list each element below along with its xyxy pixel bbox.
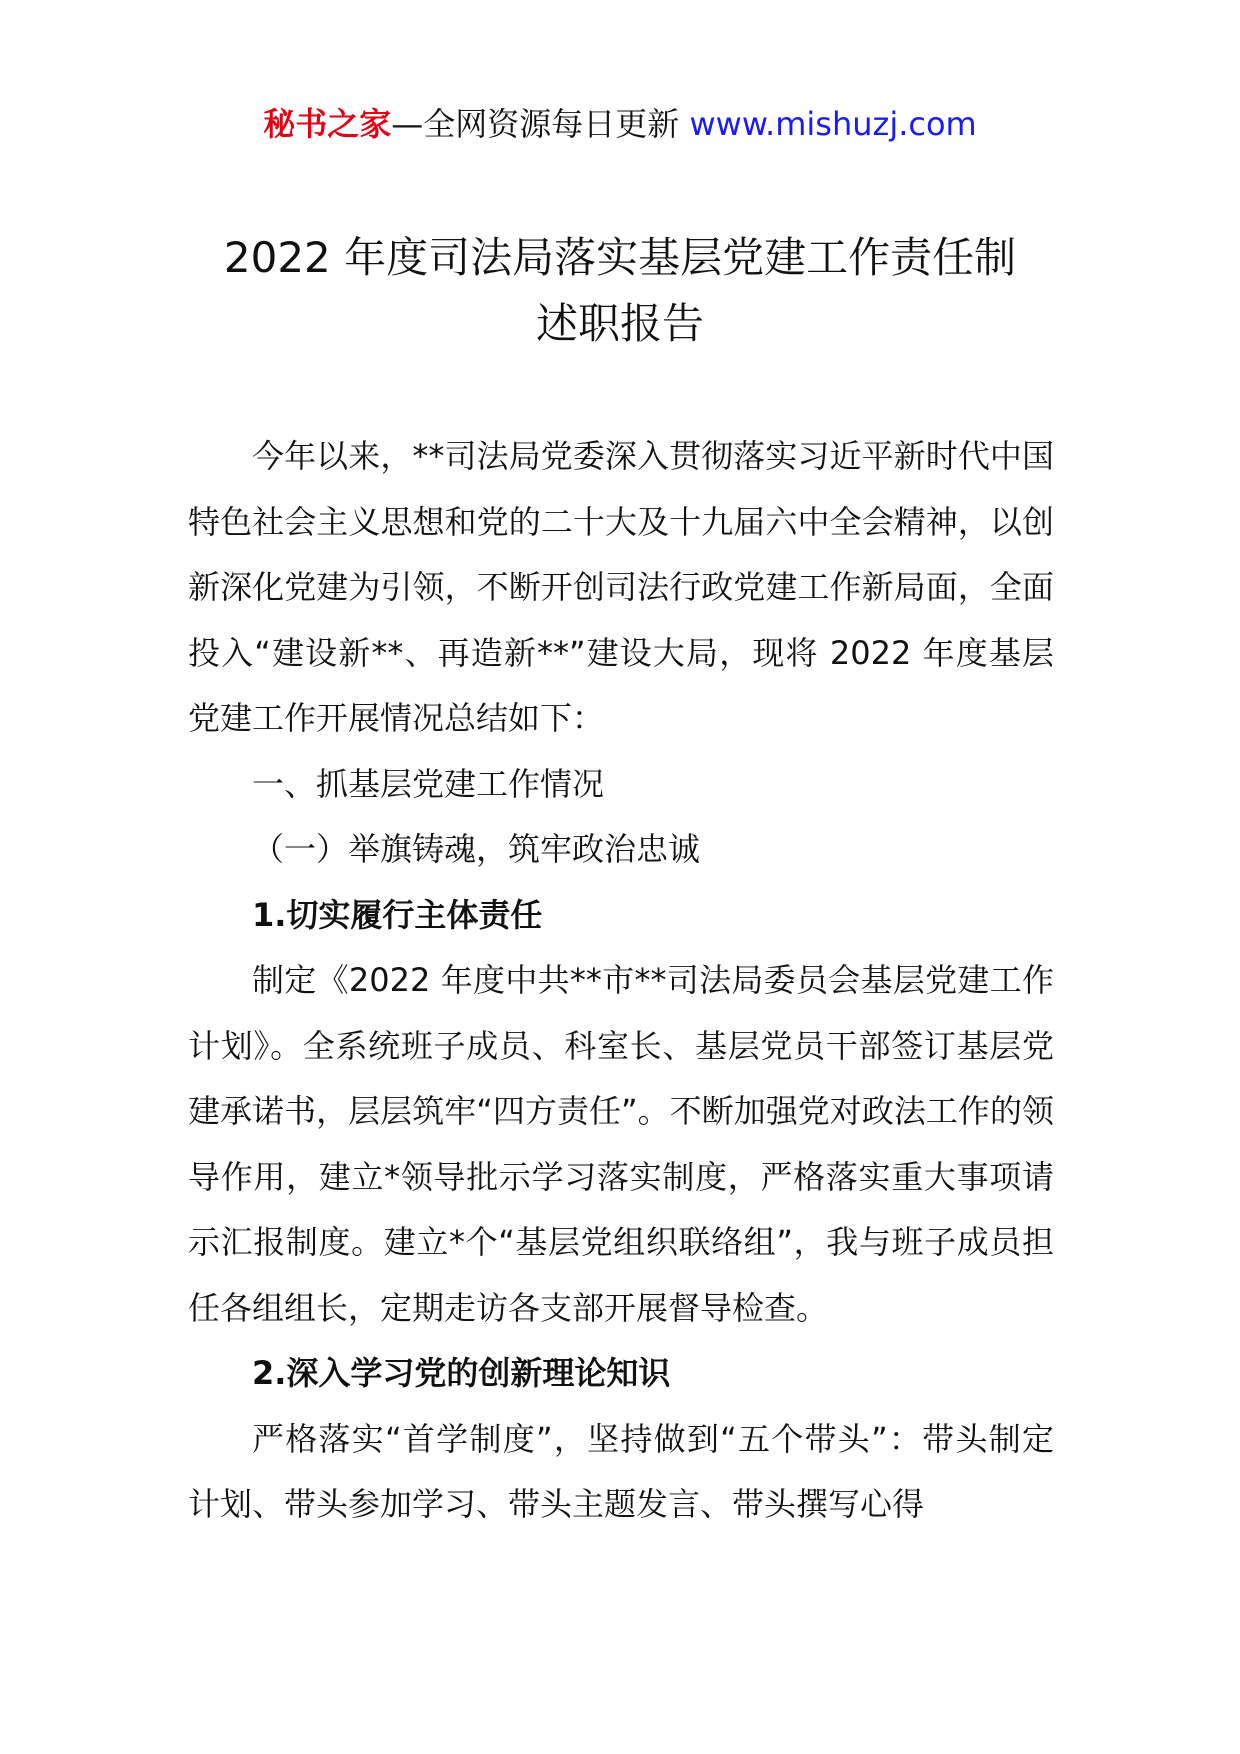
- document-title-line-1: 2022 年度司法局落实基层党建工作责任制: [223, 233, 1017, 282]
- site-url-link[interactable]: www.mishuzj.com: [689, 105, 977, 143]
- document-title-line-2: 述职报告: [535, 299, 704, 348]
- section-heading-1: 一、抓基层党建工作情况: [252, 764, 605, 803]
- item-heading-1: 1.切实履行主体责任: [252, 895, 543, 934]
- document-title: [0, 225, 1240, 357]
- item-heading-2: 2.深入学习党的创新理论知识: [252, 1354, 671, 1392]
- site-brand: 秘书之家: [263, 105, 392, 143]
- subsection-heading-1: （一）举旗铸魂，筑牢政治忠诚: [252, 830, 701, 868]
- site-tagline: —全网资源每日更新: [391, 105, 690, 143]
- document-body: [188, 424, 1054, 1538]
- item-paragraph-1: 制定《2022 年度中共**市**司法局委员会基层党建工作计划》。全系统班子成员、科室长、基层党员干部签订基层党建承诺书，层层筑牢“四方责任”。不断加强党对政法工作的领导作用，建立*领导批示学习落实制度，严格落实重大事项请示汇报制度。建立*个“基层党组织联络组”，我与班子成员担任各组组长，定期走访各支部开展督导检查。: [188, 961, 1054, 1327]
- intro-paragraph: 今年以来，**司法局党委深入贯彻落实习近平新时代中国特色社会主义思想和党的二十大及十九届六中全会精神，以创新深化党建为引领，不断开创司法行政党建工作新局面，全面投入“建设新**、再造新**”建设大局，现将 2022 年度基层党建工作开展情况总结如下：: [188, 437, 1054, 737]
- item-paragraph-2: 严格落实“首学制度”，坚持做到“五个带头”：带头制定计划、带头参加学习、带头主题发言、带头撰写心得: [188, 1419, 1054, 1523]
- site-banner: [0, 100, 1240, 148]
